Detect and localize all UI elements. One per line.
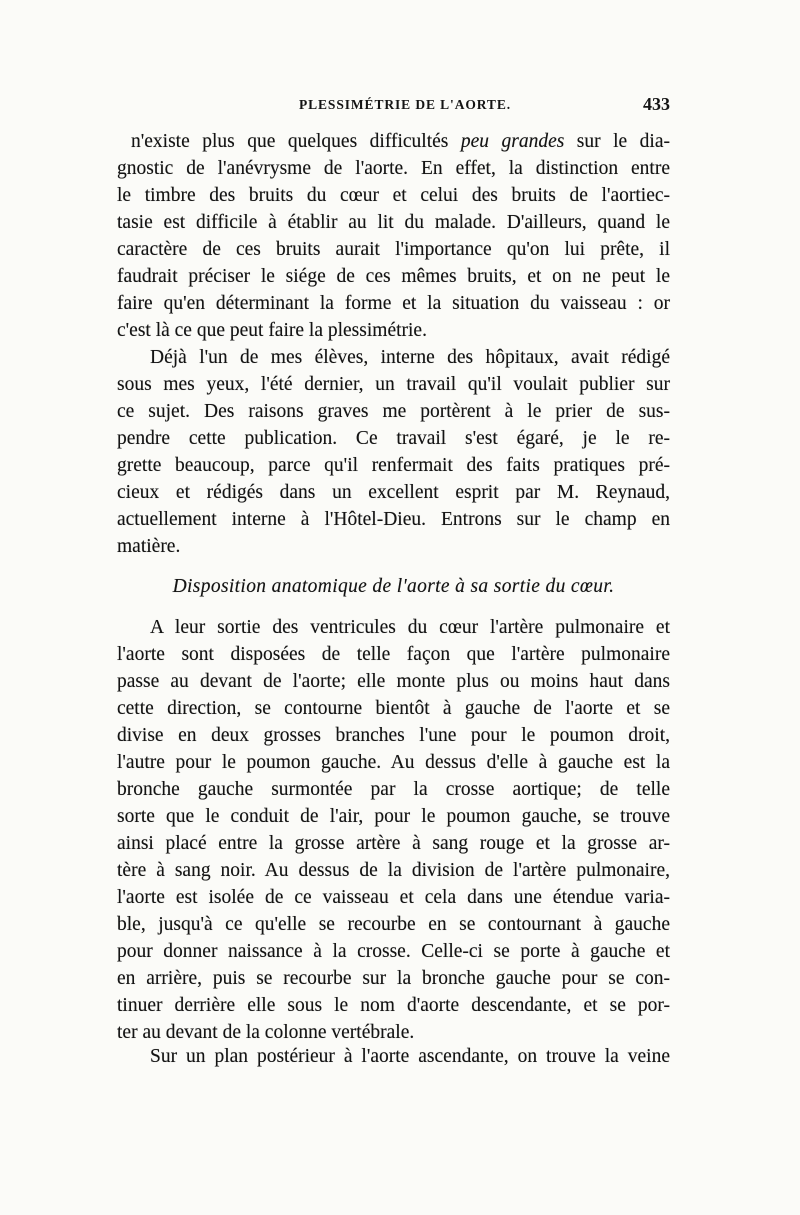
running-title: PLESSIMÉTRIE DE L'AORTE. [298, 97, 512, 112]
text-line: actuellement interne à l'Hôtel-Dieu. Entrons sur le champ en [117, 509, 670, 530]
text-line: A leur sortie des ventricules du cœur l'artère pulmonaire et [150, 617, 670, 638]
page-number: 433 [643, 94, 670, 114]
paragraph [117, 1043, 670, 1070]
text-line: gnostic de l'anévrysme de l'aorte. En effet, la distinction entre [117, 158, 670, 179]
paragraph [117, 128, 670, 344]
text-line: sorte que le conduit de l'air, pour le poumon gauche, se trouve [117, 806, 670, 827]
text-segment: n'existe plus que quelques difficultés [131, 131, 461, 152]
text-line: cette direction, se contourne bientôt à gauche de l'aorte et se [117, 698, 670, 719]
text-line: passe au devant de l'aorte; elle monte plus ou moins haut dans [117, 671, 670, 692]
text-line: tinuer derrière elle sous le nom d'aorte descendante, et se por- [117, 995, 670, 1016]
text-line: l'aorte sont disposées de telle façon que l'artère pulmonaire [117, 644, 670, 665]
text-line: faire qu'en déterminant la forme et la situation du vaisseau : or [117, 293, 670, 314]
italic-emphasis: peu grandes [460, 131, 565, 152]
paragraph [117, 344, 670, 560]
text-line: tère à sang noir. Au dessus de la division de l'artère pulmonaire, [117, 860, 670, 881]
text-line: Déjà l'un de mes élèves, interne des hôpitaux, avait rédigé [150, 347, 670, 368]
text-line: ainsi placé entre la grosse artère à sang rouge et la grosse ar- [117, 833, 670, 854]
text-line: faudrait préciser le siége de ces mêmes bruits, et on ne peut le [117, 266, 670, 287]
text-line: l'aorte est isolée de ce vaisseau et cela dans une étendue varia- [117, 887, 670, 908]
text-line: pour donner naissance à la crosse. Celle-ci se porte à gauche et [117, 941, 670, 962]
text-line: ble, jusqu'à ce qu'elle se recourbe en se contournant à gauche [117, 914, 670, 935]
text-line: bronche gauche surmontée par la crosse aortique; de telle [117, 779, 670, 800]
text-line: caractère de ces bruits aurait l'importance qu'on lui prête, il [117, 239, 670, 260]
text-line: pendre cette publication. Ce travail s'est égaré, je le re- [117, 428, 670, 449]
section-heading: Disposition anatomique de l'aorte à sa sortie du cœur. [172, 576, 615, 597]
text-line: le timbre des bruits du cœur et celui des bruits de l'aortiec- [117, 185, 670, 206]
text-line: matière. [117, 536, 181, 557]
text-line: l'autre pour le poumon gauche. Au dessus d'elle à gauche est la [117, 752, 670, 773]
text-line: ter au devant de la colonne vertébrale. [117, 1022, 415, 1043]
text-line: cieux et rédigés dans un excellent esprit par M. Reynaud, [117, 482, 670, 503]
text-line: grette beaucoup, parce qu'il renfermait des faits pratiques pré- [117, 455, 670, 476]
text-line: en arrière, puis se recourbe sur la bronche gauche pour se con- [117, 968, 670, 989]
text-line [117, 128, 670, 155]
text-line: sous mes yeux, l'été dernier, un travail qu'il voulait publier sur [117, 374, 670, 395]
text-line: ce sujet. Des raisons graves me portèrent à le prier de sus- [117, 401, 670, 422]
text-line: c'est là ce que peut faire la plessimétrie. [117, 320, 427, 341]
paragraph [117, 614, 670, 1046]
text-line: tasie est difficile à établir au lit du malade. D'ailleurs, quand le [117, 212, 670, 233]
text-segment: sur le dia- [564, 131, 670, 152]
text-line: divise en deux grosses branches l'une pour le poumon droit, [117, 725, 670, 746]
text-line: Sur un plan postérieur à l'aorte ascendante, on trouve la veine [150, 1046, 670, 1067]
